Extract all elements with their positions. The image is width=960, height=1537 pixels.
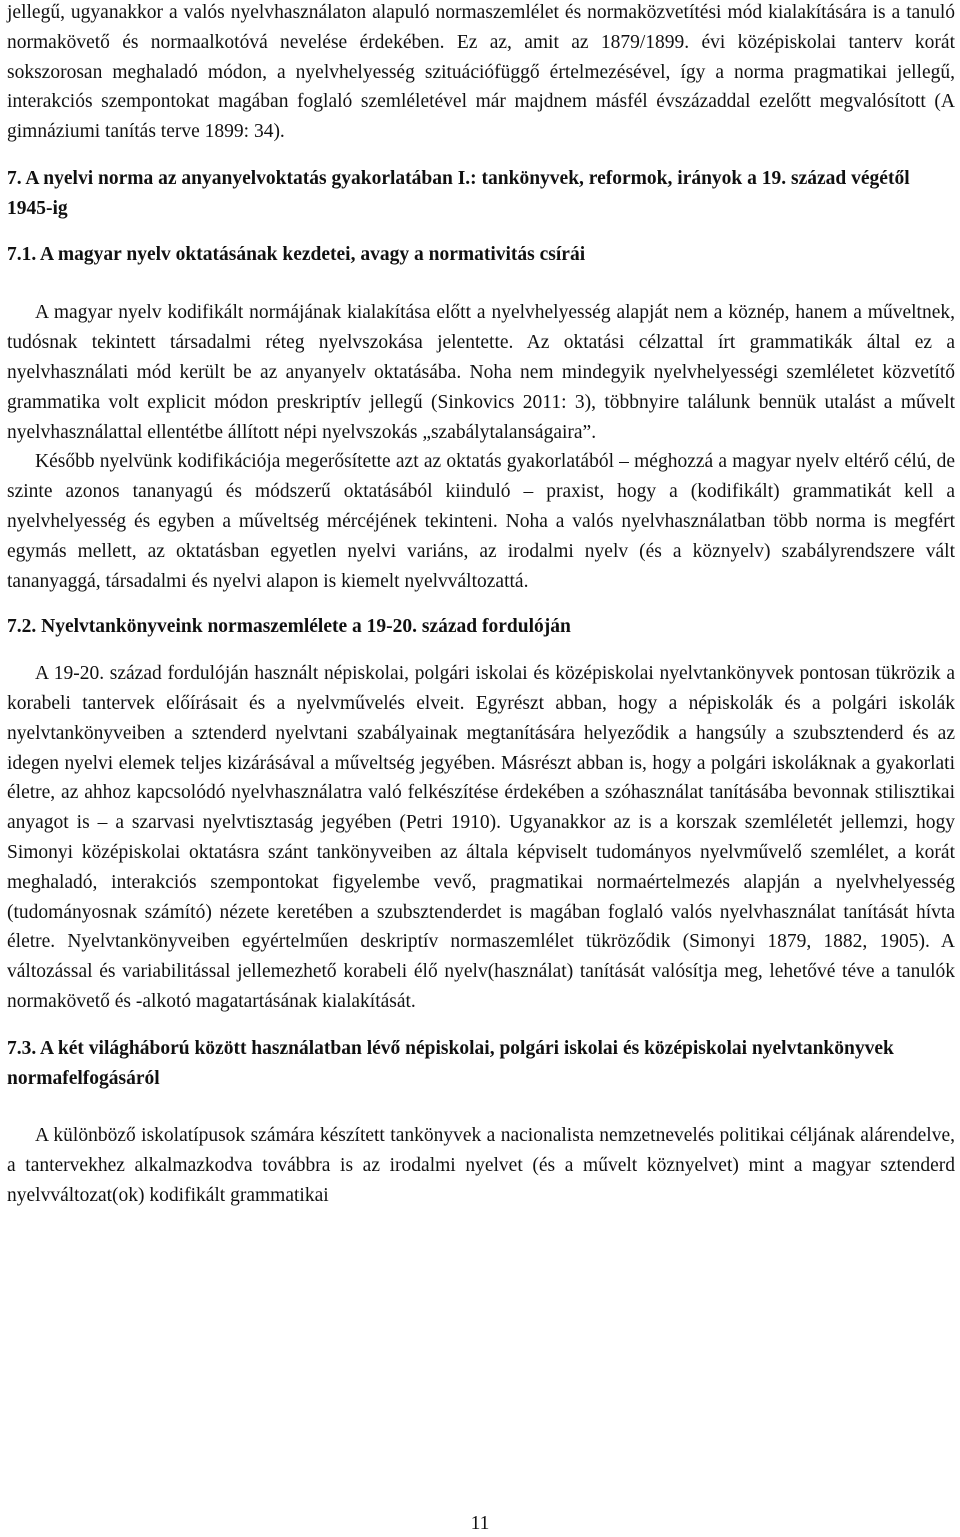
body-paragraph: jellegű, ugyanakkor a valós nyelvhasználaton alapuló normaszemlélet és normaközvetítési mód kialakítására is a tanuló normakövető és normaalkotóvá nevelése érdekében. Ez az, amit az 1879/1899. évi középiskolai tanterv korát sokszorosan meghaladó módon, a nyelvhelyesség szituációfüggő értelmezésével, így a norma pragmatikai jellegű, interakciós szempontokat magában foglaló szemléletével már majdnem másfél évszázaddal ezelőtt megvalósított (A gimnáziumi tanítás terve 1899: 34). xyxy=(7,2,955,143)
body-paragraph: A 19-20. század fordulóján használt népiskolai, polgári iskolai és középiskolai nyelvtankönyvek pontosan tükrözik a korabeli tantervek előírásait és a nyelvművelés elveit. Egyrészt abban, hogy a népiskolák és a polgári iskolák nyelvtankönyveiben a sztenderd nyelvtani szabályainak megtanítására helyeződik a hangsúly a szubsztenderd és az idegen nyelvi elemek teljes kizárásával a műveltség jegyében. Másrészt abban is, hogy a polgári iskoláknak a gyakorlati életre, az ahhoz kapcsolódó nyelvhasználatra való felkészítése érdekében a szóhasználat tanításába bevonnak stilisztikai anyagot is – a szarvasi nyelvtisztaság jegyében (Petri 1910). Ugyanakkor az is a korszak szemléletét jellemzi, hogy Simonyi középiskolai oktatásra szánt tankönyveiben az általa képviselt tudományos nyelvművelő szemlélet, a korát meghaladó, interakciós szempontokat figyelembe vevő, pragmatikai normaértelmezés alapján a nyelvhelyesség (tudományosnak számító) nézete keretében a szubsztenderdet is magában foglaló valós nyelvhasználat tanítását hívta életre. Nyelvtankönyveiben egyértelműen deskriptív normaszemlélet tükröződik (Simonyi 1879, 1882, 1905). A változással és variabilitással jellemezhető korabeli élő nyelv(használat) tanítását valósítja meg, lehetővé téve a tanulók normakövető és -alkotó magatartásának kialakítását. xyxy=(7,663,955,1012)
page-number: 11 xyxy=(470,1513,490,1534)
document-page xyxy=(7,0,955,1211)
body-paragraph: A különböző iskolatípusok számára készített tankönyvek a nacionalista nemzetnevelés politikai céljának alárendelve, a tantervekhez alkalmazkodva továbbra is az irodalmi nyelvet (és a művelt köznyelvet) mint a magyar sztenderd nyelvváltozat(ok) kodifikált grammatikai xyxy=(7,1125,955,1206)
section-heading: 7. A nyelvi norma az anyanyelvoktatás gyakorlatában I.: tankönyvek, reformok, irányok a 19. század végétől 1945-ig xyxy=(7,167,910,219)
subsection-heading: 7.1. A magyar nyelv oktatásának kezdetei, avagy a normativitás csírái xyxy=(7,243,586,265)
subsection-heading: 7.2. Nyelvtankönyveink normaszemlélete a 19-20. század fordulóján xyxy=(7,616,571,638)
body-paragraph: Később nyelvünk kodifikációja megerősítette azt az oktatás gyakorlatából – méghozzá a magyar nyelv eltérő célú, de szinte azonos tananyagú és módszerű oktatásából kiinduló – praxist, hogy a (kodifikált) grammatikát kell a nyelvhelyesség és egyben a műveltség mércéjének tekinteni. Noha a valós nyelvhasználatban több norma is megfért egymás mellett, az oktatásban egyetlen nyelvi variáns, az irodalmi nyelv (és a köznyelv) szabályrendszere vált tananyaggá, társadalmi és nyelvi alapon is kiemelt nyelvváltozattá. xyxy=(7,451,955,592)
subsection-heading: 7.3. A két világháború között használatban lévő népiskolai, polgári iskolai és középiskolai nyelvtankönyvek normafelfogásáról xyxy=(7,1037,894,1089)
body-paragraph: A magyar nyelv kodifikált normájának kialakítása előtt a nyelvhelyesség alapját nem a köznép, hanem a műveltnek, tudósnak tekintett társadalmi réteg nyelvszokása jelentette. Az oktatási célzattal írt grammatikák által ez a nyelvhasználati mód került be az anyanyelv oktatásába. Noha nem mindegyik nyelvhelyességi szemléletet közvetítő grammatika volt explicit módon preskriptív jellegű (Sinkovics 2011: 3), többnyire találunk bennük utalást a művelt nyelvhasználattal ellentétbe állított népi nyelvszokás „szabálytalanságaira”. xyxy=(7,302,955,443)
